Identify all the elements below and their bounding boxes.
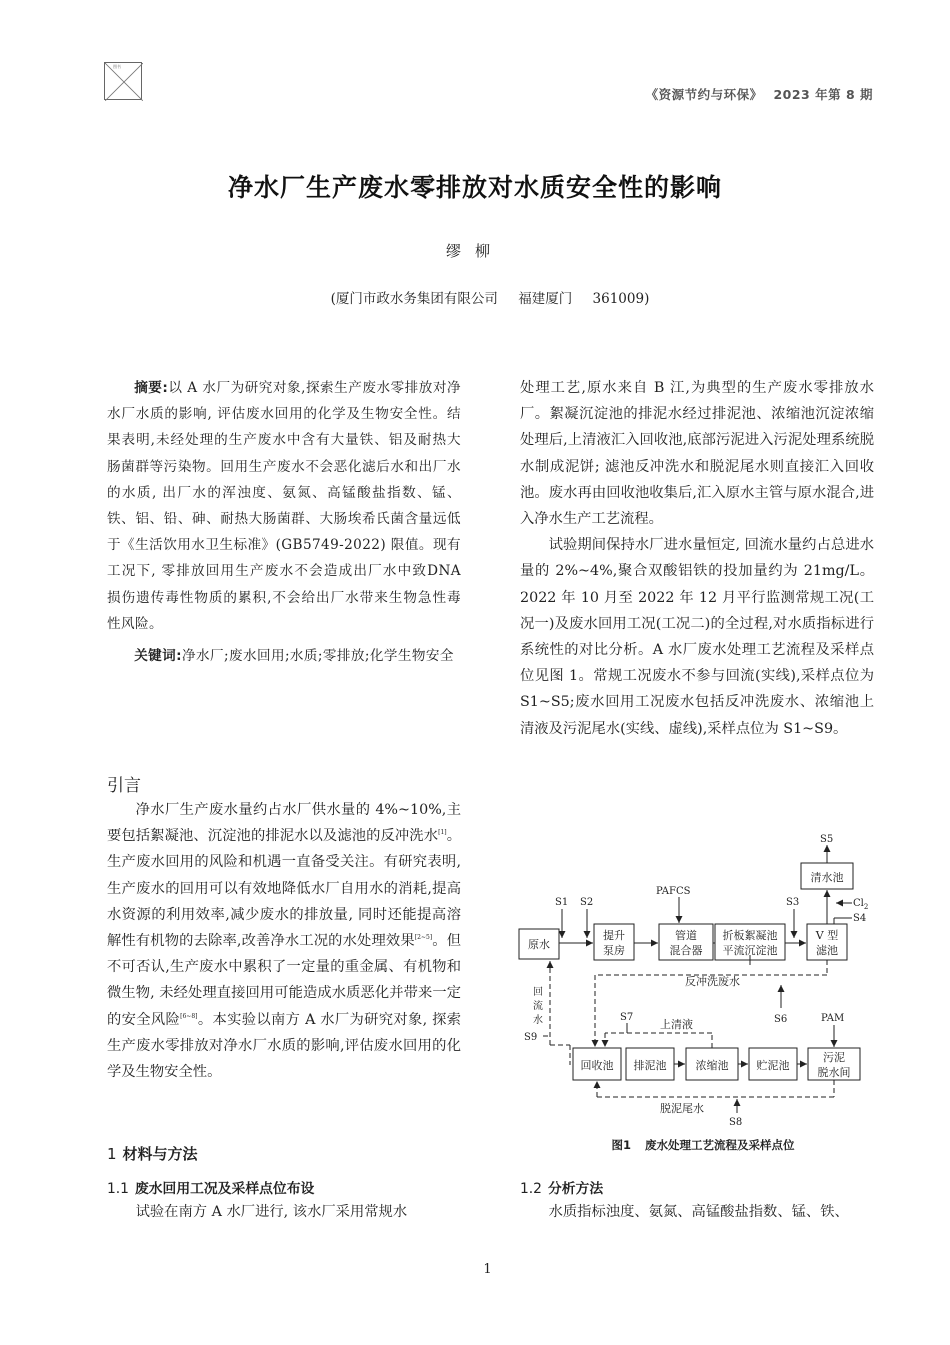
box-filter-label-1: V 型 <box>815 929 839 942</box>
label-s8: S8 <box>729 1117 743 1128</box>
label-cl2: $Cl_2$ <box>853 898 869 911</box>
abstract-label: 摘要: <box>134 380 169 396</box>
subsection-1-1-paragraph-cont: 处理工艺,原水来自 B 江,为典型的生产废水零排放水厂。絮凝沉淀池的排泥水经过排泥池、浓缩池沉淀浓缩处理后,上清液汇入回收池,底部污泥进入污泥处理系统脱水制成泥饼; 滤池反冲洗水和脱泥尾水则直接汇入回收池。废水再由回收池收集后,汇入原水主管与原水混合,进入净水生产工艺流程。 <box>520 380 874 528</box>
ref-3[interactable]: [6~8] <box>180 1012 198 1020</box>
box-storage-label: 贮泥池 <box>756 1059 790 1072</box>
box-mixer-label-1: 管道 <box>675 929 697 942</box>
label-pafcs: PAFCS <box>656 886 691 897</box>
section-1-heading <box>107 1143 198 1164</box>
box-recovery-label: 回收池 <box>580 1059 614 1072</box>
logo-cross-icon <box>105 63 143 101</box>
label-backwash: 反冲洗废水 <box>685 975 740 988</box>
keywords <box>107 643 461 669</box>
subsection-1-1-heading <box>107 1177 314 1197</box>
label-s6: S6 <box>774 1014 788 1025</box>
label-s7: S7 <box>620 1012 634 1023</box>
abstract <box>107 375 461 637</box>
intro-text-3: 。但不可否认,生产废水中累积了一定量的重金属、有机物和微生物, 未经处理直接回用可能造成水质恶化并带来一定的安全风险 <box>107 933 462 1028</box>
journal-header <box>640 85 873 103</box>
subsection-1-2-paragraph: 水质指标浊度、氨氮、高锰酸盐指数、锰、铁、 <box>548 1204 849 1220</box>
box-clear-label: 清水池 <box>810 871 844 884</box>
affiliation-org: (厦门市政水务集团有限公司 <box>330 291 498 307</box>
subsection-1-1-paragraph-2: 试验期间保持水厂进水量恒定, 回流水量约占总进水量的 2%~4%,聚合双酸铝铁的投加量约为 21mg/L。2022 年 10 月至 2022 年 12 月平行监测常规工况(工况一)及废水回用工况(工况二)的全过程,对水质指标进行系统性的对比分析。A 水厂废水处理工艺流程及采样点位见图 1。常规工况废水不参与回流(实线),采样点位为 S1~S5;废水回用工况废水包括反冲洗废水、浓缩池上清液及污泥尾水(实线、虚线),采样点位为 S1~S9。 <box>520 537 874 737</box>
intro-body <box>107 797 461 1085</box>
figure-caption-text: 废水处理工艺流程及采样点位 <box>645 1138 795 1152</box>
subsection-1-2-title: 分析方法 <box>547 1181 604 1197</box>
label-s2: S2 <box>580 897 594 908</box>
intro-paragraph <box>107 797 461 1085</box>
label-supernatant: 上清液 <box>660 1018 693 1031</box>
figure-caption <box>520 1137 900 1153</box>
keywords-label: 关键词: <box>134 648 183 665</box>
subsection-1-1-title: 废水回用工况及采样点位布设 <box>134 1181 315 1197</box>
figure-caption-number: 图1 <box>611 1138 631 1152</box>
abstract-block <box>107 375 461 669</box>
label-return-2: 流 <box>533 1001 543 1012</box>
ref-2[interactable]: [2~5] <box>414 934 433 942</box>
box-dewater-label-1: 污泥 <box>823 1051 845 1064</box>
intro-text-2: 。生产废水回用的风险和机遇一直备受关注。有研究表明,生产废水的回用可以有效地降低水厂自用水的消耗,提高水资源的利用效率,减少废水的排放量, 同时还能提高溶解性有机物的去除率,改善净水工况的水处理效果 <box>107 828 462 950</box>
box-thickener-label: 浓缩池 <box>695 1059 729 1072</box>
box-sludge-tank-label: 排泥池 <box>633 1059 667 1072</box>
box-filter-label-2: 滤池 <box>816 944 838 957</box>
affiliation-city: 福建厦门 <box>518 291 573 307</box>
subsection-1-2-number: 1.2 <box>520 1181 542 1197</box>
label-return-3: 水 <box>533 1015 543 1026</box>
box-raw-water-label: 原水 <box>528 938 550 951</box>
section-1-number: 1 <box>107 1145 117 1163</box>
journal-logo <box>104 62 142 100</box>
ref-1[interactable]: [1] <box>438 829 447 837</box>
keywords-text: 净水厂;废水回用;水质;零排放;化学生物安全 <box>182 648 454 665</box>
subsection-1-1-left-text <box>107 1199 461 1225</box>
box-dewater-label-2: 脱水间 <box>817 1066 851 1079</box>
box-mixer-label-2: 混合器 <box>669 944 703 957</box>
subsection-1-1-number: 1.1 <box>107 1181 129 1197</box>
journal-name: 《资源节约与环保》 <box>645 87 763 102</box>
box-floc-label-2: 平流沉淀池 <box>722 944 778 957</box>
abstract-text: 以 A 水厂为研究对象,探索生产废水零排放对净水厂水质的影响, 评估废水回用的化学及生物安全性。结果表明,未经处理的生产废水中含有大量铁、铝及耐热大肠菌群等污染物。回用生产废水不会恶化滤后水和出厂水的水质, 出厂水的浑浊度、氨氮、高锰酸盐指数、锰、铁、铝、铅、砷、耐热大肠菌群、大肠埃希氏菌含量远低于《生活饮用水卫生标准》(GB5749-2022) 限值。现有工况下, 零排放回用生产废水不会造成出厂水中致DNA 损伤遗传毒性物质的累积,不会给出厂水带来生物急性毒性风险。 <box>107 380 462 632</box>
affiliation <box>0 287 950 307</box>
intro-text-1: 净水厂生产废水量约占水厂供水量的 4%~10%,主要包括絮凝池、沉淀池的排泥水以及滤池的反冲洗水 <box>107 802 461 845</box>
box-floc-label-1: 折板絮凝池 <box>722 929 778 942</box>
label-tailwater: 脱泥尾水 <box>660 1102 704 1115</box>
box-pump-label-2: 泵房 <box>603 944 625 957</box>
intro-text-4: 。本实验以南方 A 水厂为研究对象, 探索生产废水零排放对净水厂水质的影响,评估废水回用的化学及生物安全性。 <box>107 1011 461 1081</box>
right-column-body <box>520 375 874 742</box>
label-s1: S1 <box>555 897 569 908</box>
label-s3: S3 <box>786 897 800 908</box>
intro-heading: 引言 <box>107 776 141 796</box>
subsection-1-2-heading <box>520 1177 603 1197</box>
journal-issue: 2023 年第 8 期 <box>773 87 873 102</box>
process-flow-diagram <box>510 825 890 1135</box>
label-return-1: 回 <box>533 987 543 998</box>
label-s9: S9 <box>524 1032 538 1043</box>
box-pump-label-1: 提升 <box>603 929 625 942</box>
affiliation-postcode: 361009) <box>592 291 650 307</box>
subsection-1-2-body <box>520 1199 874 1225</box>
logo-text: 图书 <box>113 64 121 69</box>
article-title: 净水厂生产废水零排放对水质安全性的影响 <box>227 173 722 202</box>
label-s4: S4 <box>853 913 867 924</box>
section-1-title: 材料与方法 <box>122 1145 198 1163</box>
author-name: 缪柳 <box>445 242 504 260</box>
label-pam: PAM <box>821 1013 845 1024</box>
label-s5: S5 <box>820 834 834 845</box>
page-number: 1 <box>483 1262 492 1277</box>
subsection-1-1-paragraph-start: 试验在南方 A 水厂进行, 该水厂采用常规水 <box>135 1204 408 1220</box>
